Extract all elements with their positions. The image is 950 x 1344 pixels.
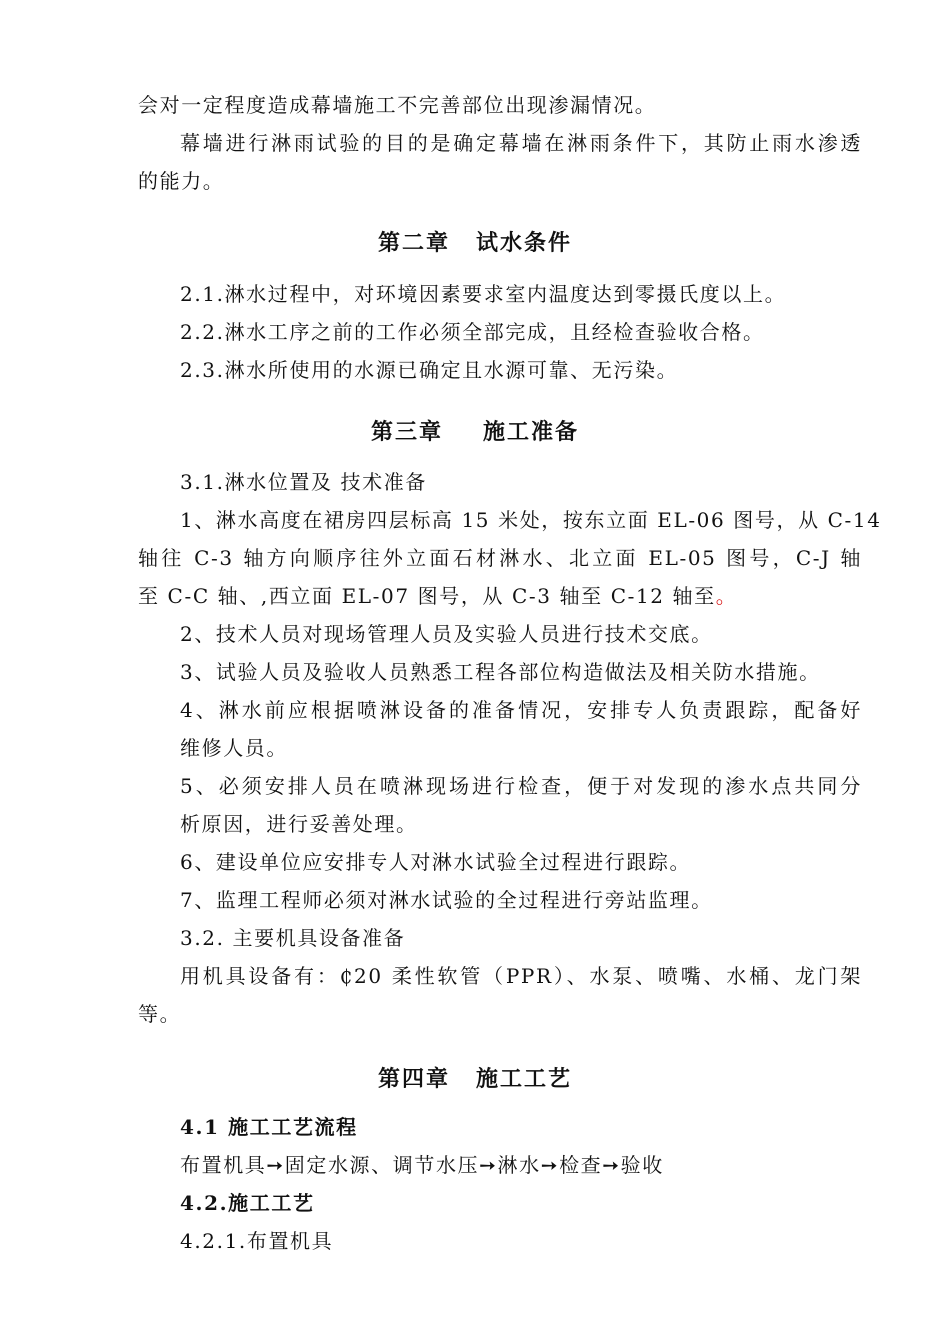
process-flow: 布置机具➙固定水源、调节水压➙淋水➙检查➙验收 xyxy=(180,1153,664,1177)
item-1-line: 1、淋水高度在裙房四层标高 15 米处，按东立面 EL-06 图号，从 C-14 xyxy=(180,508,882,532)
section-4-2-1: 4.2.1.布置机具 xyxy=(180,1229,334,1253)
clause-2-2: 2.2.淋水工序之前的工作必须全部完成，且经检查验收合格。 xyxy=(180,320,765,344)
clause-2-1: 2.1.淋水过程中，对环境因素要求室内温度达到零摄氏度以上。 xyxy=(180,282,787,306)
item-1-text: 至 C-C 轴、,西立面 EL-07 图号，从 C-3 轴至 C-12 轴至 xyxy=(138,584,716,608)
item-5-line: 析原因，进行妥善处理。 xyxy=(180,812,418,836)
clause-3-1: 3.1.淋水位置及 技术准备 xyxy=(180,470,427,494)
clause-2-3: 2.3.淋水所使用的水源已确定且水源可靠、无污染。 xyxy=(180,358,679,382)
chapter-4-heading xyxy=(0,1064,950,1094)
chapter-title: 施工工艺 xyxy=(476,1066,573,1092)
item-3: 3、试验人员及验收人员熟悉工程各部位构造做法及相关防水措施。 xyxy=(180,660,821,684)
chapter-number: 第二章 xyxy=(377,230,450,256)
clause-3-2: 3.2. 主要机具设备准备 xyxy=(180,926,406,950)
item-4-line: 维修人员。 xyxy=(180,736,288,760)
section-4-2-heading: 4.2.施工工艺 xyxy=(180,1191,315,1215)
chapter-number: 第四章 xyxy=(377,1066,450,1092)
red-period: 。 xyxy=(715,584,738,608)
chapter-title: 施工准备 xyxy=(483,419,580,445)
item-5-line: 5、必须安排人员在喷淋现场进行检查，便于对发现的渗水点共同分 xyxy=(180,774,862,798)
equipment-line: 等。 xyxy=(138,1002,182,1026)
chapter-number: 第三章 xyxy=(370,419,443,445)
item-6: 6、建设单位应安排专人对淋水试验全过程进行跟踪。 xyxy=(180,850,692,874)
chapter-title: 试水条件 xyxy=(476,230,573,256)
section-4-1-heading: 4.1 施工工艺流程 xyxy=(180,1115,358,1139)
item-2: 2、技术人员对现场管理人员及实验人员进行技术交底。 xyxy=(180,622,713,646)
item-1-line: 轴往 C-3 轴方向顺序往外立面石材淋水、北立面 EL-05 图号，C-J 轴 xyxy=(138,546,862,570)
item-4-line: 4、淋水前应根据喷淋设备的准备情况，安排专人负责跟踪，配备好 xyxy=(180,698,862,722)
chapter-3-heading xyxy=(0,417,950,447)
paragraph-line: 会对一定程度造成幕墙施工不完善部位出现渗漏情况。 xyxy=(138,93,657,117)
paragraph-line: 的能力。 xyxy=(138,169,225,193)
item-1-line xyxy=(138,582,862,610)
paragraph-line: 幕墙进行淋雨试验的目的是确定幕墙在淋雨条件下，其防止雨水渗透 xyxy=(180,131,862,155)
chapter-2-heading xyxy=(0,228,950,258)
equipment-line: 用机具设备有：₵20 柔性软管（PPR）、水泵、喷嘴、水桶、龙门架 xyxy=(180,964,862,988)
item-7: 7、监理工程师必须对淋水试验的全过程进行旁站监理。 xyxy=(180,888,713,912)
